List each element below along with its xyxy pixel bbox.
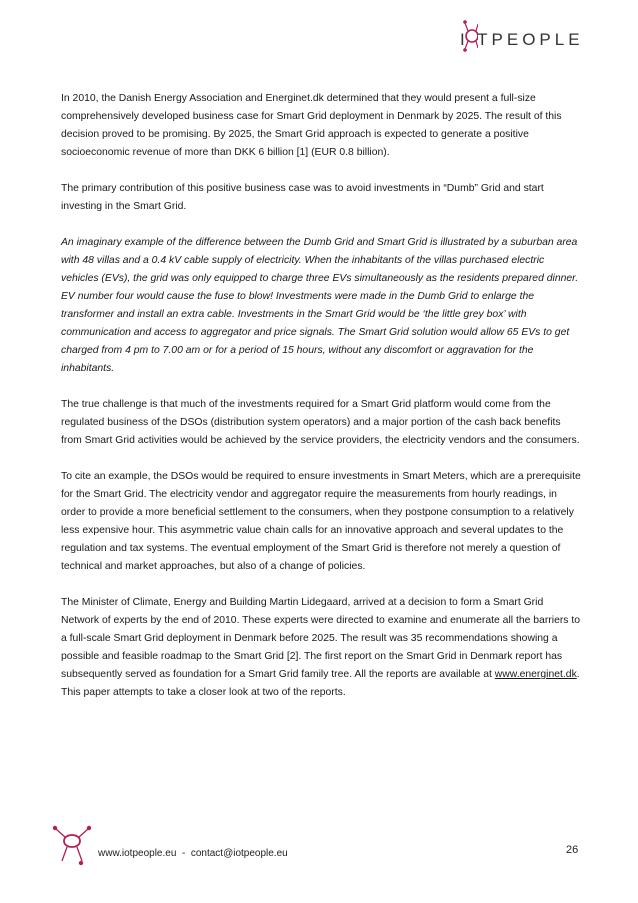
page-number: 26 bbox=[566, 844, 579, 856]
paragraph-4: The true challenge is that much of the investments required for a Smart Grid platform would come from the regulated business of the DSOs (distribution system operators) and a major portion of the cash back benefits from Smart Grid activities would be achieved by the service providers, the electricity vendors and the consumers. bbox=[61, 399, 580, 446]
paragraph-6 bbox=[61, 594, 581, 702]
logo-wordmark: I TPEOPLE bbox=[460, 30, 584, 49]
document-body bbox=[61, 90, 581, 720]
paragraph-1: In 2010, the Danish Energy Association and Energinet.dk determined that they would present a full-size comprehensively developed business case for Smart Grid deployment in Denmark by 2025. The result of this decision proved to be promising. By 2025, the Smart Grid approach is expected to generate a positive socioeconomic revenue of more than DKK 6 billion [1] (EUR 0.8 billion). bbox=[61, 93, 562, 158]
iotpeople-footer-icon bbox=[50, 823, 94, 869]
paragraph-5: To cite an example, the DSOs would be required to ensure investments in Smart Meters, which are a prerequisite for the Smart Grid. The electricity vendor and aggregator require the measurements from hourly readings, in order to provide a more beneficial settlement to the consumers, when they postpone consumption to a relatively less expensive hour. This asymmetric value chain calls for an innovative approach and several updates to the regulation and tax systems. The eventual employment of the Smart Grid is therefore not merely a question of technical and market approaches, but also of a change of policies. bbox=[61, 471, 581, 572]
paragraph-6-text: The Minister of Climate, Energy and Building Martin Lidegaard, arrived at a decision to form a Smart Grid Network of experts by the end of 2010. These experts were directed to examine and enumerate all the barriers to a full-scale Smart Grid deployment in Denmark before 2025. The result was 35 recommendations showing a possible and feasible roadmap to the Smart Grid [2]. The first report on the Smart Grid in Denmark report has subsequently served as foundation for a Smart Grid family tree. All the reports are available at bbox=[61, 597, 581, 680]
header-logo bbox=[438, 14, 618, 54]
energinet-link[interactable]: www.energinet.dk bbox=[494, 669, 577, 680]
footer-contact: www.iotpeople.eu - contact@iotpeople.eu bbox=[98, 848, 288, 859]
paragraph-6-tail: . This paper attempts to take a closer look at two of the reports. bbox=[61, 669, 580, 698]
paragraph-3-example: An imaginary example of the difference between the Dumb Grid and Smart Grid is illustrated by a suburban area with 48 villas and a 0.4 kV cable supply of electricity. When the inhabitants of the villas purchased electric vehicles (EVs), the grid was only equipped to charge three EVs simultaneously as the residents prepared dinner. EV number four would cause the fuse to blow! Investments were made in the Dumb Grid to enlarge the transformer and install an extra cable. Investments in the Smart Grid would be ‘the little grey box’ with communication and access to aggregator and price signals. The Smart Grid solution would allow 65 EVs to get charged from 4 pm to 7.00 am or for a period of 15 hours, without any discomfort or aggravation for the inhabitants. bbox=[61, 237, 579, 374]
paragraph-2: The primary contribution of this positive business case was to avoid investments in “Dumb” Grid and start investing in the Smart Grid. bbox=[61, 183, 544, 212]
